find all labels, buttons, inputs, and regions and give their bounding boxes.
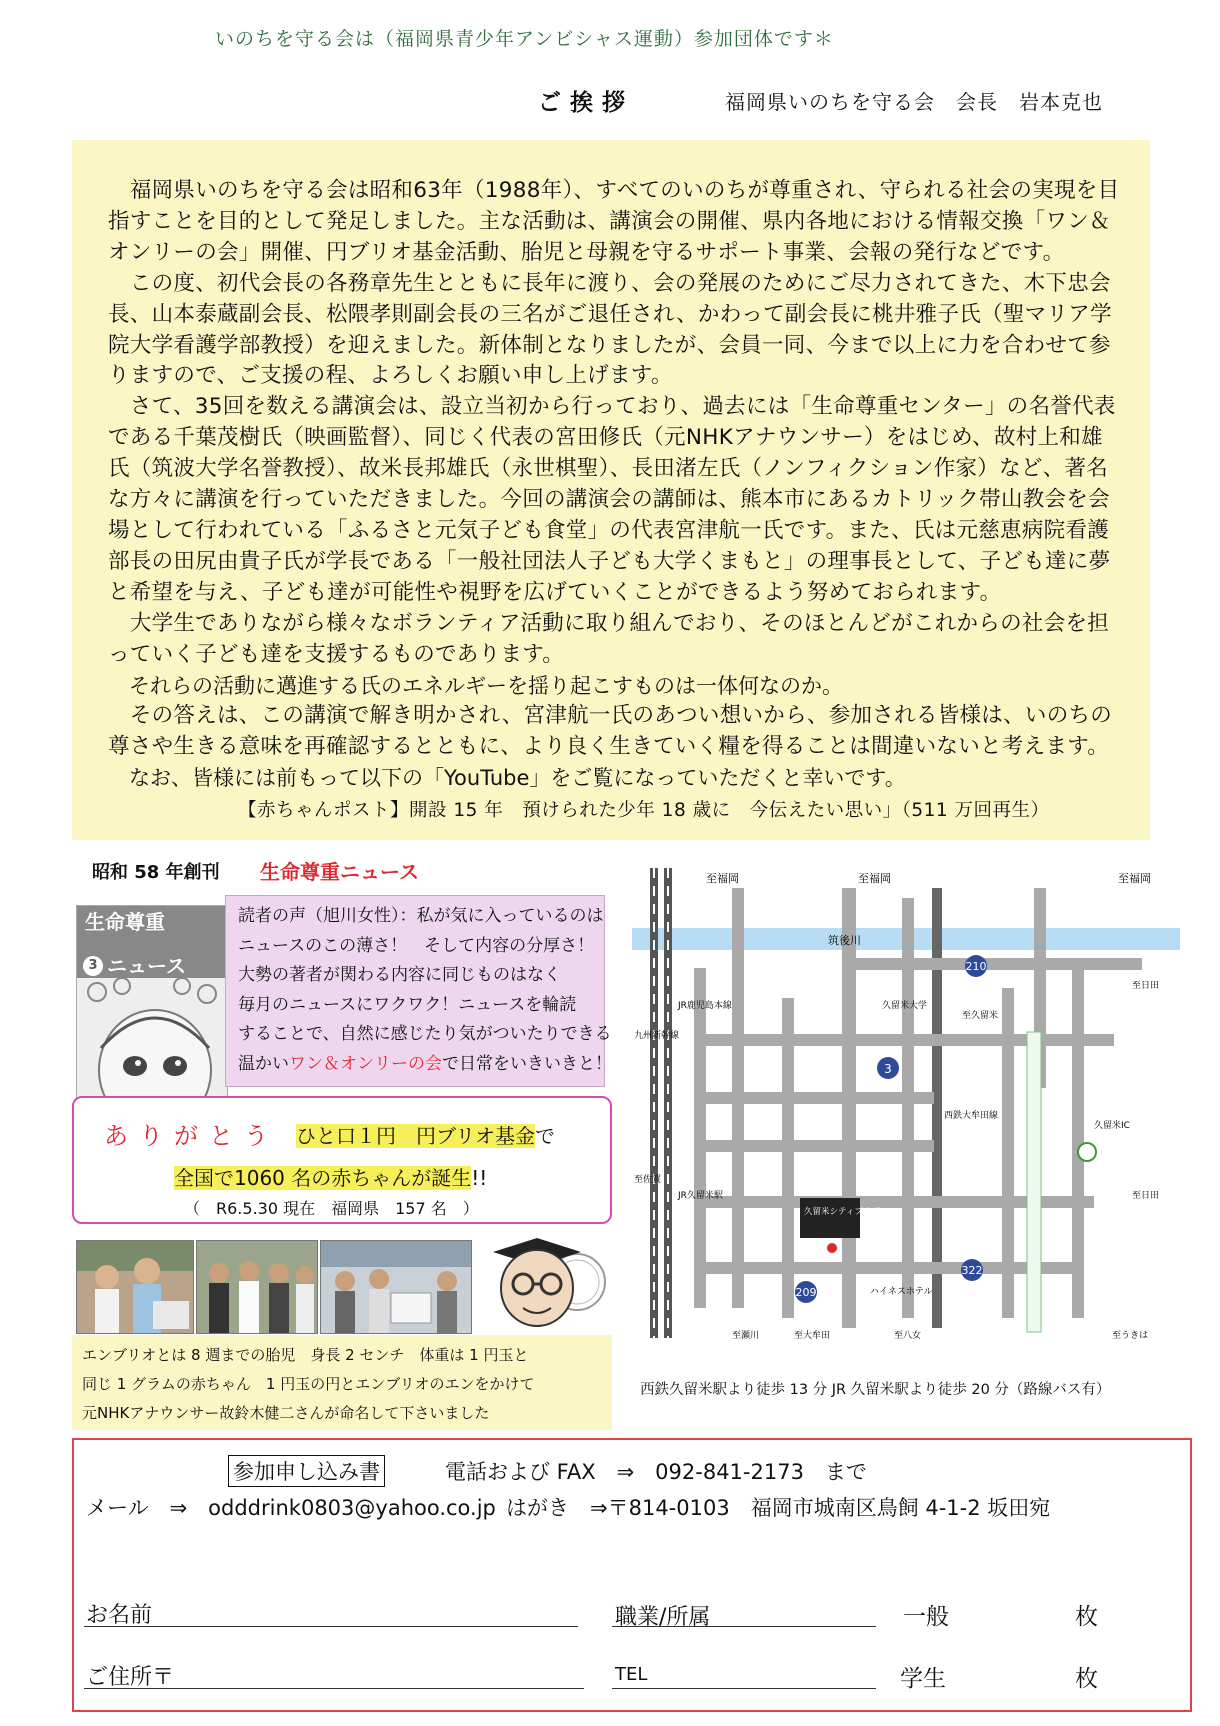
- form-phone-fax: 電話および FAX ⇒ 092-841-2173 まで: [445, 1460, 867, 1484]
- map-label: 至日田: [1132, 981, 1160, 991]
- greeting-message-box: [72, 140, 1150, 840]
- embryo-fund-rate: ひと口１円 円ブリオ基金で: [296, 1124, 555, 1148]
- voice-line-last: 温かいワン＆オンリーの会で日常をいきいきと！: [238, 1053, 612, 1074]
- general-ticket-label: 一般: [903, 1604, 949, 1630]
- cover-number: 3: [83, 956, 103, 976]
- reader-voice-box: [225, 895, 612, 1087]
- tel-field-label: TEL: [615, 1664, 648, 1685]
- tel-field-line[interactable]: [612, 1688, 876, 1689]
- message-paragraph-6: その答えは、この講演で解き明かされ、宮津航一氏のあつい想いから、参加される皆様は、いのちの尊さや生きる意味を再確認するとともに、より良く生きていく糧を得ることは間違いないと考えます。: [108, 703, 1113, 760]
- job-field-label: 職業/所属: [615, 1605, 711, 1630]
- photo-children-1: [76, 1240, 194, 1334]
- voice-line: ニュースのこの薄さ！ そして内容の分厚さ！: [238, 935, 595, 956]
- address-field-line[interactable]: [84, 1688, 584, 1689]
- cover-title: 生命尊重: [85, 910, 165, 934]
- map-river-label: 筑後川: [828, 934, 861, 947]
- youtube-video-title: 【赤ちゃんポスト】開設 15 年 預けられた少年 18 歳に 今伝えたい思い」（511 万回再生）: [238, 800, 1050, 822]
- greeting-author: 福岡県いのちを守る会 会長 岩本克也: [725, 90, 1103, 114]
- message-paragraph-4: 大学生でありながら様々なボランティア活動に取り組んでおり、そのほとんどがこれからの社会を担っていく子ども達を支援するものであります。: [108, 610, 1110, 667]
- map-label: 至うきは: [1112, 1331, 1149, 1341]
- map-caption: 西鉄久留米駅より徒歩 13 分 JR 久留米駅より徒歩 20 分（路線バス有）: [640, 1382, 1111, 1398]
- thanks-box: [72, 1096, 612, 1224]
- birth-count: 全国で1060 名の赤ちゃんが誕生!!: [174, 1166, 488, 1190]
- message-paragraph-5: それらの活動に邁進する氏のエネルギーを揺り起こすものは一体何なのか。: [129, 673, 843, 698]
- embryo-explanation-box: [72, 1335, 612, 1430]
- news-cover-image: [76, 905, 228, 1127]
- student-ticket-unit: 枚: [1075, 1666, 1098, 1692]
- message-paragraph-1: 福岡県いのちを守る会は昭和63年（1988年）、すべてのいのちが尊重され、守られる社会の実現を目指すことを目的として発足しました。主な活動は、講演会の開催、県内各地における情報交換「ワン＆オンリーの会」開催、円ブリオ基金活動、胎児と母親を守るサポート事業、会報の発行などです。: [108, 178, 1120, 265]
- map-label: 至福岡: [1118, 872, 1151, 885]
- map-label: 久留米IC: [1094, 1121, 1130, 1131]
- map-route-210: 210: [965, 960, 987, 973]
- cover-subtitle: ニュース: [107, 954, 186, 978]
- map-route-322: 322: [961, 1264, 983, 1277]
- map-route-3: 3: [884, 1062, 892, 1076]
- photo-march: [320, 1240, 472, 1334]
- map-label: 至福岡: [858, 872, 891, 885]
- top-note: いのちを守る会は（福岡県青少年アンビシャス運動）参加団体です＊: [215, 28, 834, 50]
- map-label: 至久留米: [962, 1011, 999, 1021]
- map-label: 至日田: [1132, 1191, 1160, 1201]
- map-label: 至福岡: [706, 872, 739, 885]
- greeting-title: ご挨拶: [538, 90, 634, 116]
- map-label: 久留米大学: [882, 1001, 928, 1011]
- embryo-line: 元NHKアナウンサー故鈴木健二さんが命名して下さいました: [82, 1404, 490, 1422]
- application-form-title: 参加申し込み書: [228, 1455, 385, 1487]
- voice-line: 読者の声（旭川女性）：私が気に入っているのは: [238, 906, 604, 926]
- student-ticket-label: 学生: [900, 1666, 946, 1692]
- birth-count-date: （ R6.5.30 現在 福岡県 157 名 ）: [184, 1199, 479, 1218]
- voice-line: することで、自然に感じたり気がついたりできる: [238, 1024, 612, 1044]
- map-label: JR久留米駅: [678, 1191, 723, 1201]
- news-title: 生命尊重ニュース: [260, 860, 419, 884]
- one-and-only-highlight: ワン＆オンリーの会: [289, 1053, 442, 1074]
- photo-children-2: [196, 1240, 318, 1334]
- map-venue-label: 久留米シティプラザ: [804, 1207, 880, 1217]
- message-paragraph-3: さて、35回を数える講演会は、設立当初から行っており、過去には「生命尊重センター」の名誉代表である千葉茂樹氏（映画監督）、同じく代表の宮田修氏（元NHKアナウンサー）をはじめ、故村上和雄氏（筑波大学名誉教授）、故米長邦雄氏（永世棋聖）、長田渚左氏（ノンフィクション作家）など、著名な方々に講演を行っていただきました。今回の講演会の講師は、熊本市にあるカトリック帯山教会を会場として行われている「ふるさと元気子ども食堂」の代表宮津航一氏です。また、氏は元慈恵病院看護部長の田尻由貴子氏が学長である「一般社団法人子ども大学くまもと」の理事長として、子ども達に夢と希望を与え、子ども達が可能性や視野を広げていくことができるよう努めておられます。: [108, 394, 1116, 605]
- general-ticket-unit: 枚: [1075, 1604, 1098, 1630]
- form-postcard-address: はがき ⇒〒814-0103 福岡市城南区鳥飼 4-1-2 坂田宛: [506, 1496, 1051, 1520]
- map-label: ハイネスホテル: [870, 1287, 933, 1297]
- map-venue-marker: [800, 1198, 860, 1238]
- voice-line: 大勢の著者が関わる内容に同じものはなく: [238, 965, 561, 985]
- message-paragraph-2: この度、初代会長の各務章先生とともに長年に渡り、会の発展のためにご尽力されてきた、木下忠会長、山本泰蔵副会長、松隈孝則副会長の三名がご退任され、かわって副会長に桃井雅子氏（聖マリア学院大学看護学部教授）を迎えました。新体制となりましたが、会員一同、今まで以上に力を合わせて参りますので、ご支援の程、よろしくお願い申し上げます。: [108, 270, 1112, 389]
- map-label: 至瀬川: [732, 1331, 760, 1341]
- map-label: 九州新幹線: [634, 1031, 680, 1041]
- message-paragraph-7: なお、皆様には前もって以下の「YouTube」をご覧になっていただくと幸いです。: [129, 766, 906, 791]
- form-email: メール ⇒ odddrink0803@yahoo.co.jp: [86, 1496, 496, 1520]
- map-label: 西鉄大牟田線: [944, 1111, 999, 1121]
- job-field-line[interactable]: [612, 1626, 876, 1627]
- map-route-209: 209: [795, 1286, 817, 1299]
- address-field-label: ご住所〒: [86, 1665, 175, 1690]
- map-label: 至大牟田: [794, 1331, 831, 1341]
- embryo-line: エンブリオとは 8 週までの胎児 身長 2 センチ 体重は 1 円玉と: [82, 1346, 529, 1364]
- embryo-line: 同じ 1 グラムの赤ちゃん 1 円玉の円とエンブリオのエンをかけて: [82, 1375, 535, 1393]
- name-field-line[interactable]: [84, 1626, 578, 1627]
- name-field-label: お名前: [86, 1603, 153, 1628]
- news-founded-label: 昭和 58 年創刊: [92, 862, 220, 883]
- map-label: 至佐賀: [634, 1175, 662, 1185]
- map-label: 至八女: [894, 1331, 922, 1341]
- voice-line: 毎月のニュースにワクワク！ニュースを輪読: [238, 994, 577, 1015]
- mascot-illustration: [485, 1228, 607, 1336]
- venue-access-map: [632, 868, 1180, 1352]
- map-label: JR鹿児島本線: [678, 1001, 732, 1011]
- thanks-title: ありがとう: [104, 1122, 279, 1150]
